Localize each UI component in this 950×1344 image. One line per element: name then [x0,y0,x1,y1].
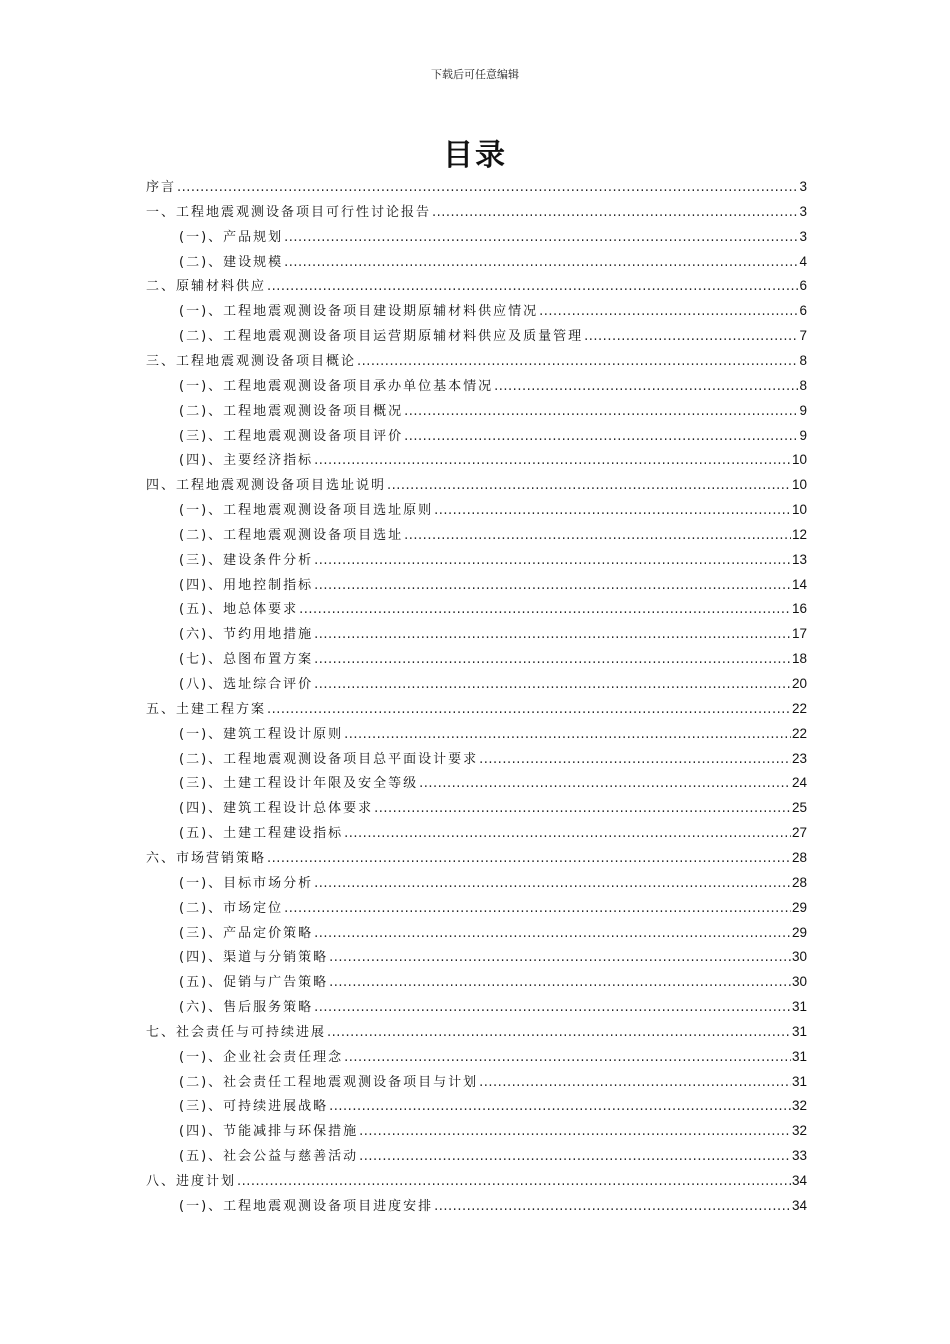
toc-entry-label: (一)、建筑工程设计原则 [179,726,344,742]
toc-entry-label: (一)、产品规划 [179,229,284,245]
toc-title: 目录 [443,138,507,173]
toc-entry-label: 八、进度计划 [146,1174,237,1189]
toc-leader-dots [327,1025,791,1040]
toc-entry-page-number: 18 [791,651,807,667]
toc-entry-page-number: 7 [799,328,807,344]
toc-entry-label: (二)、建设规模 [179,254,284,270]
toc-entry[interactable] [146,847,807,867]
toc-entry-label: (一)、工程地震观测设备项目选址原则 [179,503,434,519]
toc-leader-dots [267,851,791,866]
toc-entry[interactable] [179,748,807,768]
toc-leader-dots [359,1124,791,1139]
toc-entry[interactable] [179,872,807,892]
toc-entry[interactable] [179,623,807,643]
toc-leader-dots [539,304,798,319]
toc-entry-label: (二)、工程地震观测设备项目运营期原辅材料供应及质量管理 [179,329,584,345]
toc-entry-page-number: 28 [791,849,807,865]
toc-entry-page-number: 20 [791,676,807,691]
toc-leader-dots [329,975,791,990]
toc-entry-page-number: 3 [799,228,807,244]
toc-leader-dots [177,180,798,195]
toc-entry[interactable] [179,524,807,544]
toc-entry-label: (三)、可持续进展战略 [179,1099,329,1115]
toc-leader-dots [314,926,791,941]
toc-entry-label: (二)、工程地震观测设备项目概况 [179,403,404,419]
toc-leader-dots [284,255,798,270]
toc-leader-dots [267,279,798,294]
toc-entry-label: (六)、售后服务策略 [179,1000,314,1016]
toc-entry-label: (五)、地总体要求 [179,602,299,618]
toc-entry[interactable] [179,549,807,569]
toc-entry[interactable] [179,425,807,445]
toc-entry-page-number: 23 [791,750,807,766]
toc-entry-label: (三)、产品定价策略 [179,925,314,941]
toc-leader-dots [344,727,791,742]
toc-leader-dots [434,1199,791,1214]
toc-entry-label: (四)、渠道与分销策略 [179,950,329,966]
toc-entry[interactable] [179,1145,807,1165]
toc-entry-page-number: 25 [791,800,807,816]
toc-leader-dots [387,478,791,493]
toc-entry[interactable] [179,723,807,743]
toc-leader-dots [404,404,798,419]
toc-entry-label: 序言 [146,180,177,195]
toc-entry-label: (三)、建设条件分析 [179,552,314,568]
toc-entry-page-number: 30 [791,949,807,965]
toc-entry[interactable] [146,201,807,221]
toc-entry-page-number: 4 [799,253,807,269]
toc-entry[interactable] [146,1021,807,1041]
toc-entry-label: (一)、工程地震观测设备项目承办单位基本情况 [179,378,494,394]
toc-entry-page-number: 6 [799,303,807,319]
toc-entry[interactable] [179,996,807,1016]
toc-entry[interactable] [179,946,807,966]
toc-leader-dots [314,453,791,468]
toc-entry-label: (五)、土建工程建设指标 [179,826,344,842]
toc-entry-page-number: 29 [791,924,807,940]
toc-entry[interactable] [179,971,807,991]
toc-entry[interactable] [179,922,807,942]
toc-leader-dots [584,329,798,344]
toc-leader-dots [329,1099,791,1114]
toc-leader-dots [314,578,791,593]
toc-entry[interactable] [179,226,807,246]
toc-entry-page-number: 3 [799,179,807,194]
toc-entry[interactable] [179,574,807,594]
toc-leader-dots [267,702,791,717]
toc-entry-page-number: 9 [799,427,807,443]
toc-entry-page-number: 31 [791,1073,807,1089]
toc-leader-dots [329,950,791,965]
toc-entry[interactable] [179,1046,807,1066]
page-header: 下载后可任意编辑 [431,68,519,81]
toc-entry-label: (四)、用地控制指标 [179,577,314,593]
toc-entry[interactable] [179,1195,807,1215]
toc-leader-dots [359,1149,791,1164]
toc-entry[interactable] [179,822,807,842]
toc-leader-dots [357,354,798,369]
toc-entry-page-number: 22 [791,725,807,741]
toc-entry[interactable] [179,300,807,320]
toc-entry-label: 四、工程地震观测设备项目选址说明 [146,478,387,494]
toc-entry[interactable] [146,698,807,718]
toc-entry-page-number: 32 [791,1098,807,1114]
toc-entry-label: (五)、促销与广告策略 [179,975,329,991]
toc-entry[interactable] [146,474,807,494]
toc-leader-dots [314,677,791,692]
toc-entry-page-number: 31 [791,1048,807,1064]
toc-entry-page-number: 16 [791,601,807,617]
toc-entry-label: (一)、工程地震观测设备项目进度安排 [179,1198,434,1214]
toc-entry[interactable] [179,1120,807,1140]
toc-leader-dots [314,876,791,891]
toc-entry-label: (二)、市场定位 [179,900,284,916]
toc-entry-page-number: 8 [799,352,807,368]
toc-entry-page-number: 30 [791,974,807,990]
toc-entry-label: (四)、主要经济指标 [179,453,314,469]
toc-entry-page-number: 10 [791,477,807,493]
toc-entry-label: 五、土建工程方案 [146,701,267,717]
toc-entry-page-number: 29 [791,899,807,915]
toc-entry-label: (四)、节能减排与环保措施 [179,1124,359,1140]
toc-leader-dots [314,1000,791,1015]
toc-leader-dots [479,1075,791,1090]
toc-entry-label: (三)、工程地震观测设备项目评价 [179,428,404,444]
toc-entry-label: (三)、土建工程设计年限及安全等级 [179,776,419,792]
toc-leader-dots [404,429,798,444]
toc-entry-page-number: 34 [791,1173,807,1188]
toc-leader-dots [314,627,791,642]
toc-entry-label: 七、社会责任与可持续进展 [146,1024,327,1040]
toc-entry[interactable] [179,1095,807,1115]
toc-entry[interactable] [146,176,807,196]
toc-entry[interactable] [179,251,807,271]
toc-entry[interactable] [146,350,807,370]
toc-entry-label: (一)、工程地震观测设备项目建设期原辅材料供应情况 [179,304,539,320]
toc-entry-page-number: 31 [791,999,807,1015]
toc-entry-label: (一)、企业社会责任理念 [179,1049,344,1065]
toc-entry-page-number: 27 [791,825,807,841]
toc-leader-dots [374,801,791,816]
toc-entry-label: (二)、工程地震观测设备项目总平面设计要求 [179,751,479,767]
toc-entry-label: 六、市场营销策略 [146,850,267,866]
toc-entry-page-number: 6 [799,278,807,294]
toc-entry[interactable] [179,797,807,817]
toc-entry-page-number: 12 [791,526,807,542]
toc-entry[interactable] [179,772,807,792]
toc-entry-label: (七)、总图布置方案 [179,652,314,668]
toc-leader-dots [434,503,791,518]
toc-entry-page-number: 10 [791,502,807,518]
toc-entry-page-number: 33 [791,1148,807,1164]
toc-entry-page-number: 10 [791,452,807,468]
toc-leader-dots [237,1174,791,1189]
toc-entry-label: 二、原辅材料供应 [146,279,267,295]
toc-leader-dots [344,826,791,841]
toc-entry[interactable] [179,598,807,618]
toc-entry-label: (八)、选址综合评价 [179,677,314,692]
toc-entry[interactable] [179,325,807,345]
toc-entry-label: (五)、社会公益与慈善活动 [179,1149,359,1165]
toc-entry-page-number: 32 [791,1123,807,1139]
toc-leader-dots [494,379,798,394]
toc-entry[interactable] [179,499,807,519]
toc-entry-page-number: 34 [791,1197,807,1213]
toc-entry-page-number: 9 [799,402,807,418]
toc-entry-page-number: 28 [791,874,807,890]
toc-entry-label: 三、工程地震观测设备项目概论 [146,353,357,369]
toc-entry[interactable] [146,1170,807,1190]
toc-leader-dots [284,901,791,916]
toc-leader-dots [432,205,798,220]
toc-entry-label: (一)、目标市场分析 [179,875,314,891]
toc-leader-dots [284,230,798,245]
toc-entry-page-number: 13 [791,551,807,567]
toc-entry-label: (六)、节约用地措施 [179,627,314,643]
toc-entry-page-number: 3 [799,203,807,219]
toc-entry[interactable] [179,449,807,469]
toc-leader-dots [344,1050,791,1065]
toc-entry-page-number: 22 [791,700,807,716]
toc-leader-dots [419,776,791,791]
toc-entry[interactable] [146,275,807,295]
toc-entry[interactable] [179,897,807,917]
toc-leader-dots [314,553,791,568]
toc-entry-page-number: 24 [791,775,807,791]
toc-leader-dots [299,602,791,617]
toc-entry-label: (四)、建筑工程设计总体要求 [179,801,374,817]
toc-entry-page-number: 17 [791,626,807,642]
toc-leader-dots [314,652,791,667]
toc-entry-label: (二)、社会责任工程地震观测设备项目与计划 [179,1074,479,1090]
toc-entry[interactable] [179,1071,807,1091]
toc-entry[interactable] [179,400,807,420]
toc-entry-page-number: 8 [799,377,807,393]
toc-entry-page-number: 14 [791,576,807,592]
toc-leader-dots [479,752,791,767]
toc-entry-label: (二)、工程地震观测设备项目选址 [179,527,404,543]
toc-entry[interactable] [179,375,807,395]
toc-entry[interactable] [179,673,807,693]
toc-entry-label: 一、工程地震观测设备项目可行性讨论报告 [146,204,432,220]
toc-entry[interactable] [179,648,807,668]
toc-entry-page-number: 31 [791,1023,807,1039]
toc-leader-dots [404,528,791,543]
